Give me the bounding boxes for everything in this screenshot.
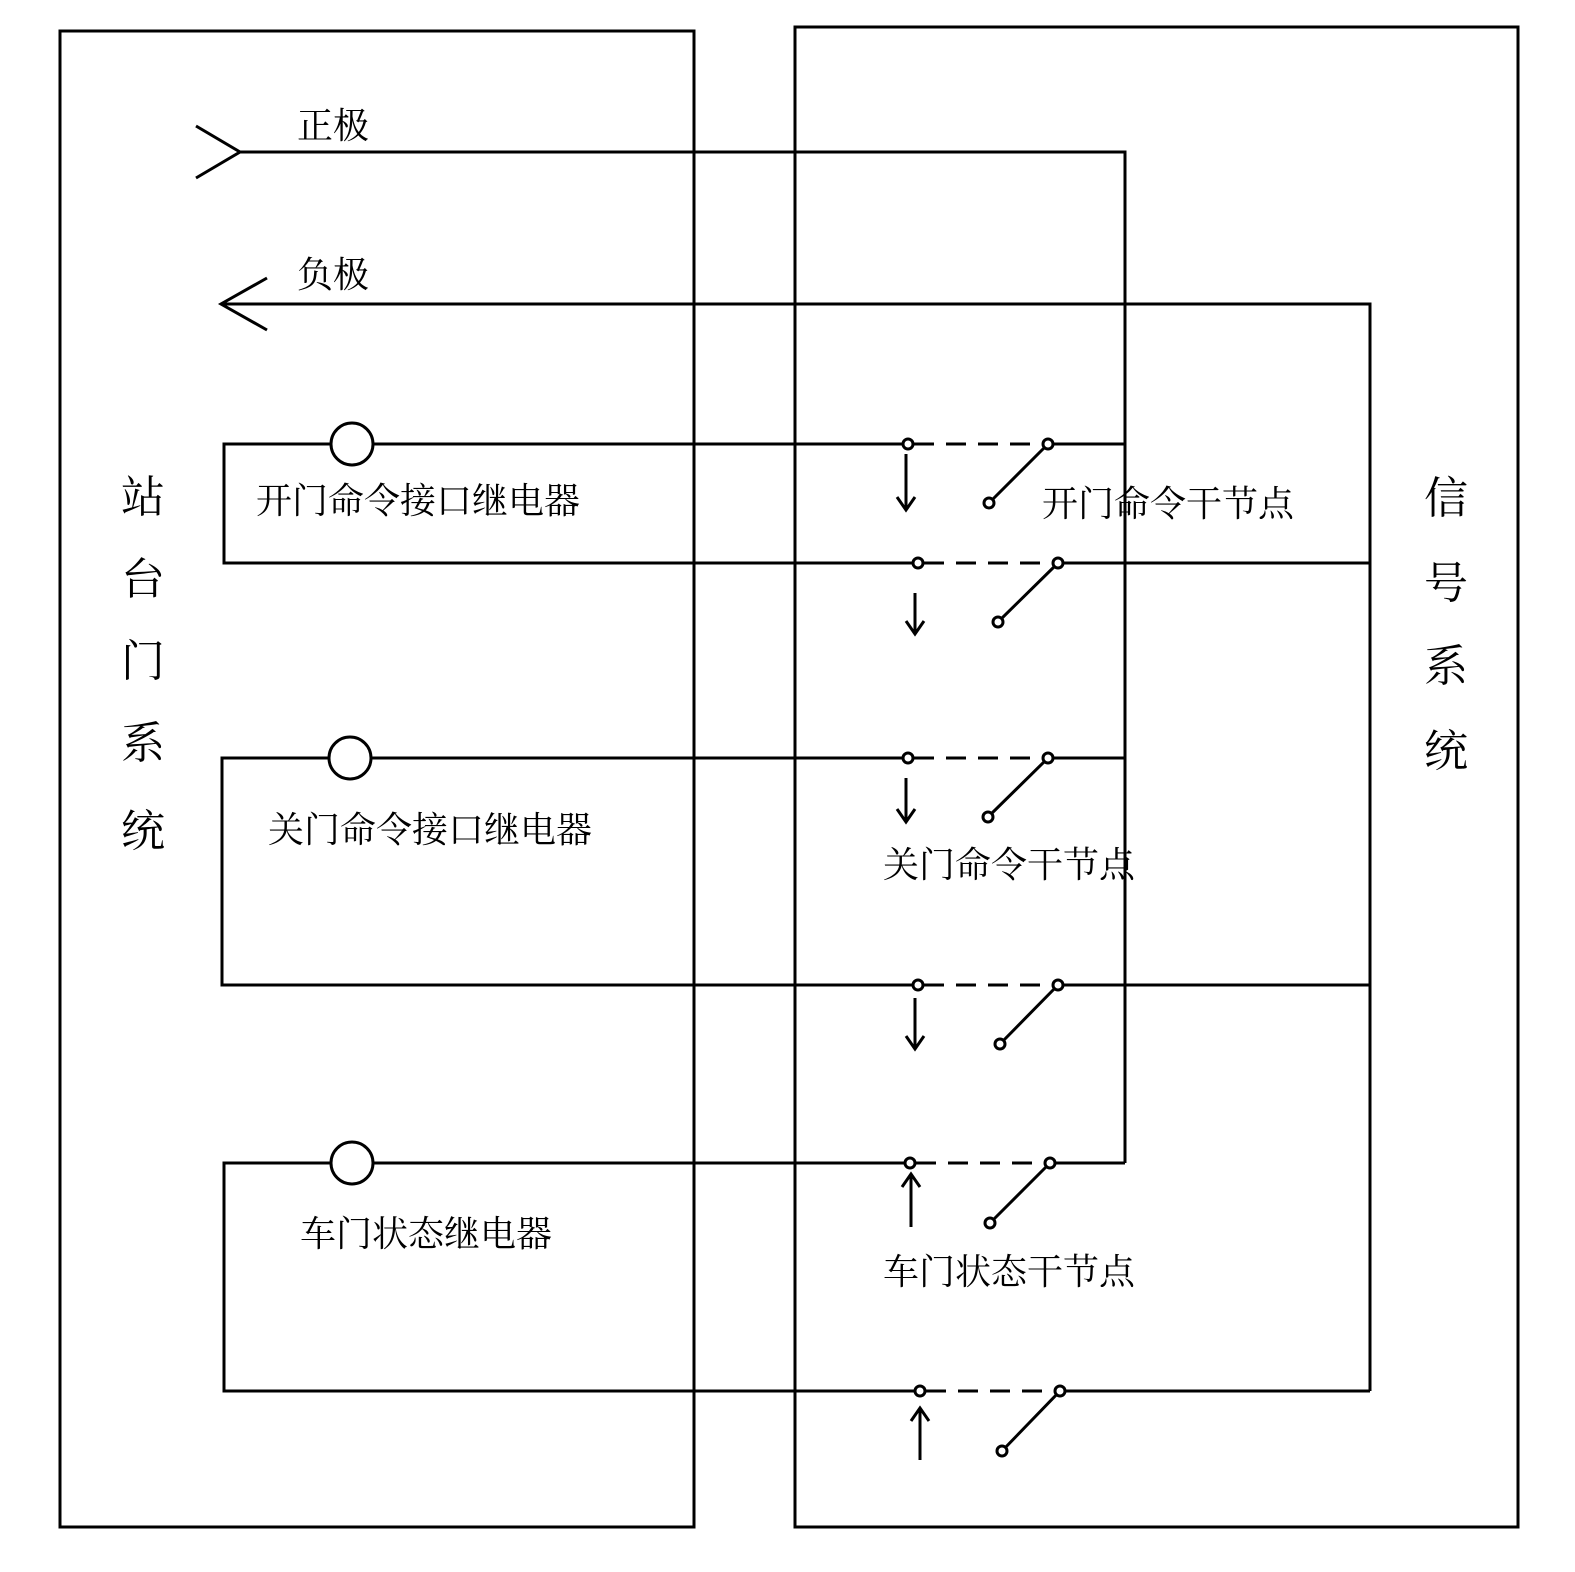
open-command-circuit xyxy=(224,423,1370,634)
psd-system-box xyxy=(60,31,694,1527)
psd-system-char: 统 xyxy=(121,806,165,857)
close-relay-label: 关门命令接口继电器 xyxy=(268,810,593,851)
open-relay-label: 开门命令接口继电器 xyxy=(256,481,581,522)
signal-system-label xyxy=(1424,473,1468,777)
open-contact-label: 开门命令干节点 xyxy=(1042,484,1295,525)
close-relay-coil xyxy=(329,737,371,779)
negative-label: 负极 xyxy=(297,255,370,296)
door-relay-coil xyxy=(331,1142,373,1184)
psd-system-char: 台 xyxy=(121,554,165,605)
open-relay-coil xyxy=(331,423,373,465)
door-status-circuit xyxy=(224,1142,1370,1460)
signal-system-char: 号 xyxy=(1424,558,1468,609)
signal-system-char: 统 xyxy=(1424,726,1468,777)
psd-system-label xyxy=(121,472,165,857)
positive-label: 正极 xyxy=(297,106,370,147)
signal-system-char: 系 xyxy=(1424,641,1468,692)
psd-system-char: 站 xyxy=(121,472,165,523)
door-contact-label: 车门状态干节点 xyxy=(883,1252,1136,1293)
psd-system-char: 系 xyxy=(121,718,165,769)
door-relay-label: 车门状态继电器 xyxy=(300,1214,553,1255)
signal-system-box xyxy=(795,27,1518,1527)
signal-system-char: 信 xyxy=(1424,473,1468,524)
psd-system-char: 门 xyxy=(121,636,165,687)
close-contact-label: 关门命令干节点 xyxy=(883,845,1136,886)
